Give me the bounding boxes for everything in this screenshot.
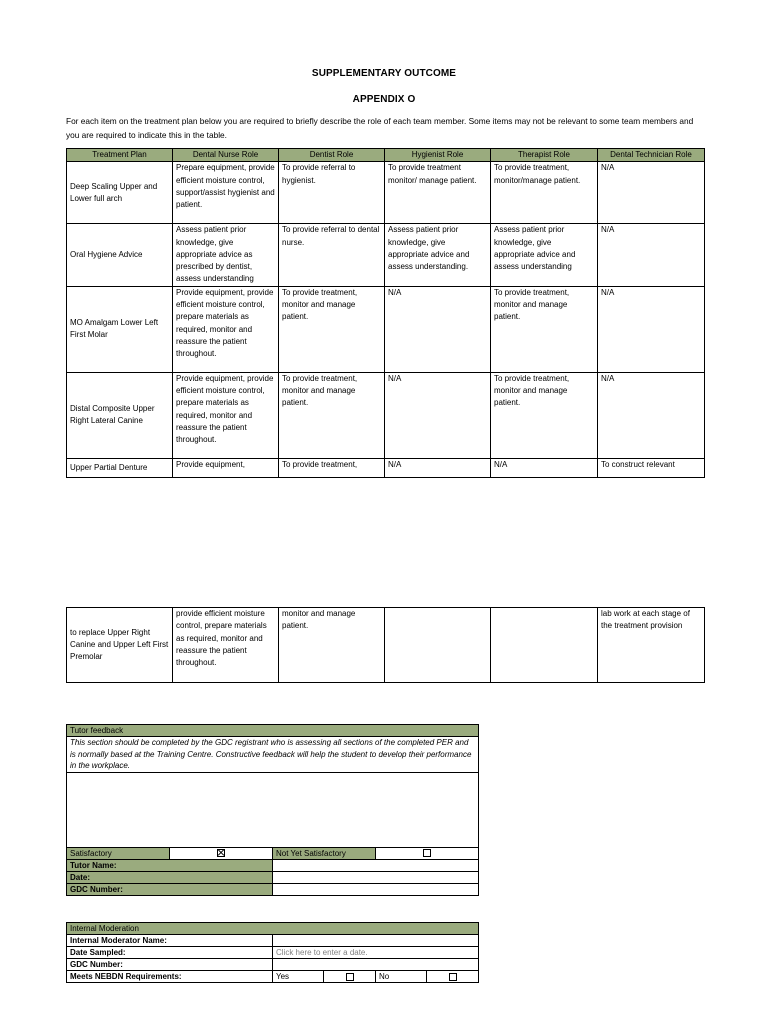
header-technician-role: Dental Technician Role — [598, 149, 705, 162]
appendix-title: APPENDIX O — [352, 94, 416, 105]
cell-hygienist[interactable]: N/A — [385, 286, 491, 372]
tutor-gdc-field[interactable] — [273, 883, 479, 895]
satisfactory-label: Satisfactory — [67, 847, 170, 859]
cell-plan[interactable]: Deep Scaling Upper and Lower full arch — [67, 162, 173, 224]
yes-checkbox[interactable] — [346, 973, 354, 981]
moderator-name-field[interactable] — [273, 935, 479, 947]
not-satisfactory-checkbox-cell[interactable] — [376, 847, 479, 859]
satisfactory-checkbox[interactable] — [217, 849, 225, 857]
not-satisfactory-checkbox[interactable] — [423, 849, 431, 857]
cell-hygienist[interactable]: To provide treatment monitor/ manage patient. — [385, 162, 491, 224]
tutor-name-field[interactable] — [273, 859, 479, 871]
no-checkbox[interactable] — [449, 973, 457, 981]
cell-hygienist[interactable]: N/A — [385, 458, 491, 477]
intro-paragraph: For each item on the treatment plan below you are required to briefly describe the role of each team member. Some items may not be relevant to some team members and you are required to indicate this in the table. — [66, 116, 694, 140]
cell-technician[interactable]: N/A — [598, 224, 705, 286]
treatment-table-continued — [66, 607, 705, 683]
moderation-header: Internal Moderation — [67, 923, 479, 935]
cell-therapist[interactable]: To provide treatment, monitor and manage patient. — [491, 286, 598, 372]
cell-technician[interactable]: To construct relevant — [598, 458, 705, 477]
date-sampled-label: Date Sampled: — [67, 947, 273, 959]
no-checkbox-cell[interactable] — [427, 971, 479, 983]
tutor-feedback-header: Tutor feedback — [67, 725, 479, 737]
cell-nurse[interactable]: Assess patient prior knowledge, give appropriate advice as prescribed by dentist, assess understanding — [173, 224, 279, 286]
cell-technician[interactable]: N/A — [598, 162, 705, 224]
satisfactory-checkbox-cell[interactable] — [170, 847, 273, 859]
document-title: SUPPLEMENTARY OUTCOME — [311, 68, 457, 79]
cell-technician[interactable]: lab work at each stage of the treatment provision — [598, 608, 705, 683]
tutor-feedback-textarea[interactable] — [67, 772, 479, 847]
header-treatment-plan: Treatment Plan — [67, 149, 173, 162]
cell-dentist[interactable]: To provide treatment, monitor and manage patient. — [279, 286, 385, 372]
header-therapist-role: Therapist Role — [491, 149, 598, 162]
cell-dentist[interactable]: To provide treatment, — [279, 458, 385, 477]
table-row — [67, 458, 705, 477]
cell-nurse[interactable]: Provide equipment, — [173, 458, 279, 477]
cell-plan[interactable]: MO Amalgam Lower Left First Molar — [67, 286, 173, 372]
cell-technician[interactable]: N/A — [598, 372, 705, 458]
cell-hygienist[interactable]: Assess patient prior knowledge, give appropriate advice and assess understanding. — [385, 224, 491, 286]
cell-plan[interactable]: to replace Upper Right Canine and Upper Left First Premolar — [67, 608, 173, 683]
table-row — [67, 608, 705, 683]
tutor-feedback-form — [66, 724, 479, 896]
internal-moderation-form — [66, 922, 479, 983]
tutor-date-label: Date: — [67, 871, 273, 883]
cell-therapist[interactable]: Assess patient prior knowledge, give appropriate advice and assess understanding — [491, 224, 598, 286]
header-hygienist-role: Hygienist Role — [385, 149, 491, 162]
yes-checkbox-cell[interactable] — [324, 971, 376, 983]
cell-dentist[interactable]: To provide referral to dental nurse. — [279, 224, 385, 286]
tutor-name-label: Tutor Name: — [67, 859, 273, 871]
no-label: No — [376, 971, 427, 983]
cell-dentist[interactable]: To provide referral to hygienist. — [279, 162, 385, 224]
tutor-feedback-note: This section should be completed by the GDC registrant who is assessing all sections of the completed PER and is normally based at the Training Centre. Constructive feedback will help the student to develop their performance in the workplace. — [67, 737, 479, 773]
cell-nurse[interactable]: Provide equipment, provide efficient moisture control, prepare materials as required, monitor and reassure the patient throughout. — [173, 286, 279, 372]
cell-therapist[interactable]: To provide treatment, monitor/manage patient. — [491, 162, 598, 224]
moderator-name-label: Internal Moderator Name: — [67, 935, 273, 947]
moderation-gdc-field[interactable] — [273, 959, 479, 971]
nebdn-label: Meets NEBDN Requirements: — [67, 971, 273, 983]
table-header-row — [67, 149, 705, 162]
cell-therapist[interactable]: To provide treatment, monitor and manage patient. — [491, 372, 598, 458]
cell-hygienist[interactable]: N/A — [385, 372, 491, 458]
cell-therapist[interactable]: N/A — [491, 458, 598, 477]
cell-plan[interactable]: Upper Partial Denture — [67, 458, 173, 477]
not-satisfactory-label: Not Yet Satisfactory — [273, 847, 376, 859]
cell-plan[interactable]: Oral Hygiene Advice — [67, 224, 173, 286]
treatment-table — [66, 148, 705, 478]
table-row — [67, 372, 705, 458]
header-dental-nurse-role: Dental Nurse Role — [173, 149, 279, 162]
table-row — [67, 224, 705, 286]
yes-label: Yes — [273, 971, 324, 983]
cell-plan[interactable]: Distal Composite Upper Right Lateral Canine — [67, 372, 173, 458]
cell-nurse[interactable]: Prepare equipment, provide efficient moisture control, support/assist hygienist and patient. — [173, 162, 279, 224]
cell-hygienist[interactable] — [385, 608, 491, 683]
cell-nurse[interactable]: Provide equipment, provide efficient moisture control, prepare materials as required, monitor and reassure the patient throughout. — [173, 372, 279, 458]
table-row — [67, 286, 705, 372]
table-row — [67, 162, 705, 224]
cell-nurse[interactable]: provide efficient moisture control, prepare materials as required, monitor and reassure the patient throughout. — [173, 608, 279, 683]
moderation-gdc-label: GDC Number: — [67, 959, 273, 971]
cell-dentist[interactable]: To provide treatment, monitor and manage patient. — [279, 372, 385, 458]
tutor-date-field[interactable] — [273, 871, 479, 883]
tutor-gdc-label: GDC Number: — [67, 883, 273, 895]
cell-therapist[interactable] — [491, 608, 598, 683]
date-sampled-field[interactable]: Click here to enter a date. — [273, 947, 479, 959]
cell-dentist[interactable]: monitor and manage patient. — [279, 608, 385, 683]
header-dentist-role: Dentist Role — [279, 149, 385, 162]
cell-technician[interactable]: N/A — [598, 286, 705, 372]
